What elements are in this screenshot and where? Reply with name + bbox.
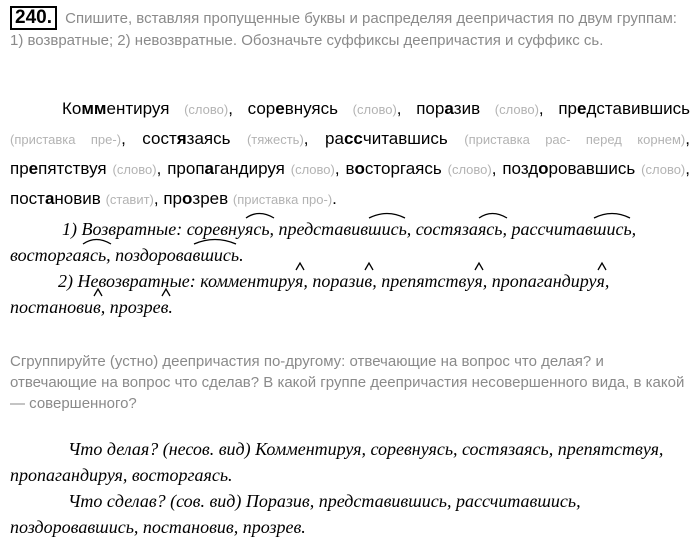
suffix-caret-mark (597, 263, 607, 271)
group-label: 1) Возвратные: (62, 219, 183, 239)
hint: (тяжесть) (246, 132, 304, 147)
hint: (ставит) (105, 192, 154, 207)
hint: (слово) (290, 162, 335, 177)
suffix-arc-mark (245, 211, 275, 219)
suffix-arc: шись (593, 216, 632, 242)
task-number-badge: 240. (10, 6, 57, 30)
hint: (слово) (352, 102, 397, 117)
suffix-arc-mark (368, 211, 406, 219)
solution-word-2: соревнуясь (247, 99, 338, 118)
suffix-caret: в (161, 294, 169, 320)
groups-block (10, 216, 690, 320)
solution-word-3: поразив (416, 99, 481, 118)
solution-word-10: поздоровавшись (502, 159, 636, 178)
hint: (приставка рас- перед корнем) (464, 132, 686, 147)
suffix-caret-mark (364, 263, 374, 271)
suffix-arc-mark (593, 211, 631, 219)
suffix-arc: шись (368, 216, 407, 242)
nonreflexive-group: 2) Невозвратные: комментиру я, порази в, препятству я, пропагандиру я, постанови в, прозре в. (10, 268, 690, 320)
solution-text: Комментируя (слово), соревнуясь (слово), поразив (слово), представившись (приставка пре-), состязаясь (тяжесть), рассчитавшись (приставка рас- перед корнем), препятствуя (слово), пропагандируя (слово), восторгаясь (слово), поздоровавшись (слово), постановив (ставит), прозрев (приставка про-). (10, 99, 691, 208)
suffix-arc: ясь (82, 242, 107, 268)
suffix-caret: я (597, 268, 605, 294)
suffix-caret: в (93, 294, 101, 320)
suffix-arc: вшись (193, 242, 240, 268)
task-text: Спишите, вставляя пропущенные буквы и распределяя деепричастия по двум группам: 1) возвратные; 2) невозвратные. Обозначьте суффиксы деепричастия и суффикс сь. (10, 10, 677, 49)
inserted-letter: а (204, 159, 214, 178)
inserted-letter: а (44, 189, 55, 208)
solution-word-9: восторгаясь (345, 159, 442, 178)
suffix-caret: я (295, 268, 303, 294)
inserted-letter: сс (343, 129, 363, 148)
inserted-letter: а (444, 99, 454, 118)
inserted-letter: я (176, 129, 187, 148)
answer-imperfective: Что делая? (несов. вид) Комментируя, соревнуясь, состязаясь, препятствуя, пропагандируя, восторгаясь. (10, 439, 664, 485)
hint: (слово) (447, 162, 492, 177)
solution-word-11: постановив (10, 189, 101, 208)
hint: (слово) (184, 102, 229, 117)
suffix-caret-mark (295, 263, 305, 271)
hint: (слово) (112, 162, 157, 177)
inserted-letter: о (354, 159, 365, 178)
inserted-letter: е (28, 159, 39, 178)
suffix-arc: ясь (245, 216, 270, 242)
reflexive-group: 1) Возвратные: соревну ясь, представив шись, состяза ясь, рассчитав шись, восторга ясь, поздорова вшись. (10, 216, 690, 268)
solution-word-8: пропагандируя (167, 159, 285, 178)
solution-word-6: рассчитавшись (325, 129, 448, 148)
suffix-caret: в (364, 268, 372, 294)
follow-up-question: Сгруппируйте (устно) деепричастия по-другому: отвечающие на вопрос что делая? и отвечающие на вопрос что сделав? В какой группе деепричастия несовершенного вида, в какой — совершенного? (10, 353, 685, 412)
hint: (слово) (641, 162, 686, 177)
answer-perfective: Что сделав? (сов. вид) Поразив, представившись, рассчитавшись, поздоровавшись, постановив, прозрев. (10, 491, 581, 537)
hint: (приставка пре-) (10, 132, 122, 147)
solution-word-12: прозрев (163, 189, 229, 208)
hint: (приставка про-) (232, 192, 333, 207)
task-statement (10, 6, 690, 51)
inserted-letter: о (182, 189, 193, 208)
suffix-caret-mark (161, 289, 171, 297)
solution-word-7: препятствуя (10, 159, 107, 178)
hint: (слово) (494, 102, 539, 117)
inserted-letter: е (275, 99, 285, 118)
suffix-arc-mark (478, 211, 508, 219)
suffix-arc: ясь (478, 216, 503, 242)
answer-block (10, 436, 690, 540)
group-label: 2) Невозвратные: (58, 271, 196, 291)
suffix-arc-mark (82, 237, 112, 245)
inserted-letter: о (538, 159, 549, 178)
suffix-caret-mark (474, 263, 484, 271)
inserted-letter: е (577, 99, 587, 118)
solution-word-1: Комментируя (62, 99, 170, 118)
inserted-letter: мм (81, 99, 107, 118)
solution-word-4: представившись (558, 99, 690, 118)
suffix-caret: я (474, 268, 482, 294)
solution-word-5: состязаясь (142, 129, 231, 148)
suffix-arc-mark (193, 237, 237, 245)
suffix-caret-mark (93, 289, 103, 297)
